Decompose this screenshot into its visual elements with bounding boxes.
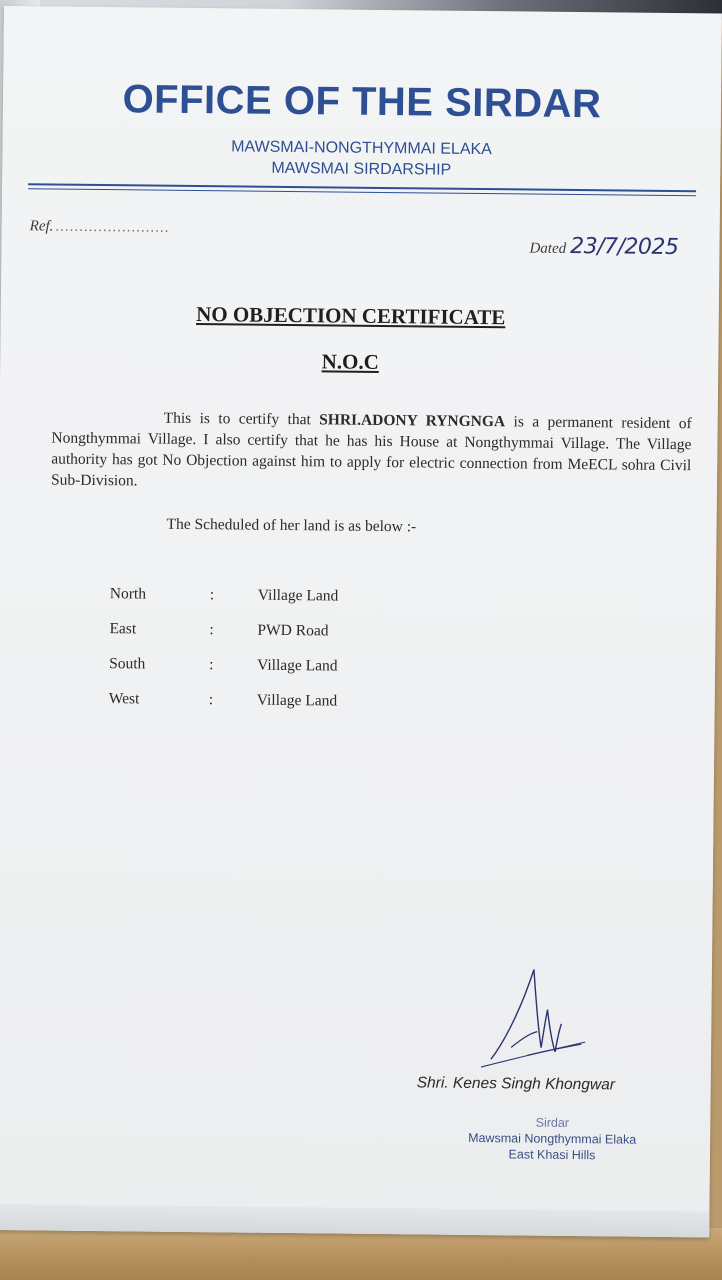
schedule-heading: The Scheduled of her land is as below :- <box>166 515 417 536</box>
letterhead-office: OFFICE OF THE SIRDAR <box>122 77 602 127</box>
schedule-direction: West <box>108 690 140 708</box>
handwritten-signature <box>481 963 592 1084</box>
ref-value: ........................ <box>55 218 170 236</box>
stamp-elaka: Mawsmai Nongthymmai Elaka <box>468 1130 637 1147</box>
signatory-name: Shri. Kenes Singh Khongwar <box>416 1074 616 1094</box>
schedule-row <box>0 584 716 614</box>
schedule-row <box>0 619 716 649</box>
schedule-direction: North <box>109 585 147 603</box>
schedule-colon: : <box>209 621 214 639</box>
stamp-district: East Khasi Hills <box>508 1147 596 1163</box>
schedule-boundary: Village Land <box>256 691 338 710</box>
certificate-title: NO OBJECTION CERTIFICATE <box>196 302 506 330</box>
stamp-title: Sirdar <box>535 1115 570 1130</box>
schedule-boundary: PWD Road <box>257 621 329 640</box>
schedule-colon: : <box>208 691 214 709</box>
document-sheet <box>0 6 722 1237</box>
certificate-body <box>51 407 692 498</box>
ref-field <box>30 218 170 236</box>
schedule-row <box>0 654 715 684</box>
schedule-direction: East <box>109 620 137 638</box>
schedule-row <box>0 689 715 719</box>
ref-label: Ref. <box>29 218 54 235</box>
dated-value: 23/7/2025 <box>570 233 679 261</box>
dated-label: Dated <box>529 240 567 257</box>
body-rest: is a permanent resident of Nongthymmai Village. I also certify that he has his House at Nongthymmai Village. The Village authority has got No Objection against him to apply for electric connection from MeECL sohra Civil Sub-Division. <box>50 413 692 490</box>
paragraph-indent <box>52 422 164 423</box>
schedule-boundary: Village Land <box>257 656 338 675</box>
schedule-colon: : <box>209 586 215 604</box>
letterhead-sirdarship: MAWSMAI SIRDARSHIP <box>271 159 452 179</box>
schedule-direction: South <box>109 655 146 673</box>
schedule-colon: : <box>209 656 214 674</box>
dated-field <box>529 234 678 261</box>
resident-name: SHRI.ADONY RYNGNGA <box>319 411 506 431</box>
schedule-boundary: Village Land <box>257 586 339 605</box>
letterhead-elaka: MAWSMAI-NONGTHYMMAI ELAKA <box>231 138 492 159</box>
body-intro: This is to certify that <box>163 409 311 429</box>
certificate-subtitle: N.O.C <box>321 349 379 374</box>
